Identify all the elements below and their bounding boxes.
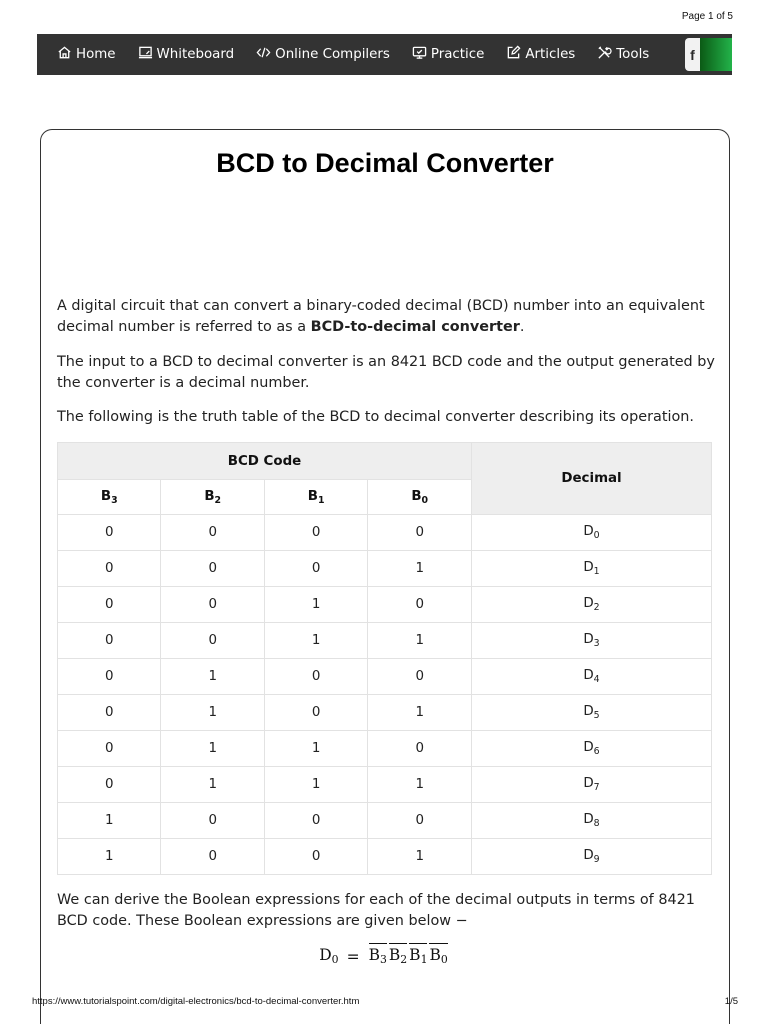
column-header-b2: [161, 480, 264, 515]
home-icon: [57, 45, 76, 64]
nav-item-label: Whiteboard: [156, 47, 235, 62]
bit-cell: 1: [58, 803, 161, 839]
bit-cell: 0: [161, 515, 264, 551]
bit-cell: 0: [264, 551, 367, 587]
decimal-output-label: $D_1$: [583, 560, 600, 577]
intro-paragraph: A digital circuit that can convert a binary-coded decimal (BCD) number into an equivalent decimal number is referred to as a BCD-to-decimal converter.: [57, 298, 705, 335]
decimal-output-label: $D_7$: [583, 776, 600, 793]
column-header-label: $B_0$: [411, 488, 429, 506]
truth-table: [57, 442, 712, 875]
bit-cell: 0: [58, 623, 161, 659]
nav-item-label: Online Compilers: [275, 47, 390, 62]
footer-url: https://www.tutorialspoint.com/digital-electronics/bcd-to-decimal-converter.htm: [32, 996, 360, 1007]
nav-item-label: Home: [76, 47, 116, 62]
nav-item-tools[interactable]: [597, 45, 649, 64]
bit-cell: 0: [264, 803, 367, 839]
bit-cell: 0: [161, 551, 264, 587]
whiteboard-icon: [138, 45, 157, 64]
equation-term: $B_3$: [369, 943, 387, 966]
bit-cell: 0: [161, 803, 264, 839]
table-row: [58, 803, 712, 839]
footer-page-number: 1/5: [724, 996, 738, 1007]
column-header-b3: [58, 480, 161, 515]
bit-cell: 0: [368, 515, 472, 551]
bit-cell: 0: [58, 767, 161, 803]
bit-cell: 1: [161, 767, 264, 803]
decimal-output-cell: [472, 695, 712, 731]
green-banner: [700, 38, 732, 71]
equation-lhs: $D_0$: [319, 946, 339, 966]
bit-cell: 0: [264, 515, 367, 551]
tools-icon: [597, 45, 616, 64]
column-header-label: $B_1$: [307, 488, 325, 506]
bit-cell: 1: [368, 839, 472, 875]
table-row: [58, 731, 712, 767]
bit-cell: 0: [368, 803, 472, 839]
page-title: BCD to Decimal Converter: [216, 148, 554, 178]
decimal-output-cell: [472, 515, 712, 551]
decimal-output-cell: [472, 587, 712, 623]
bit-cell: 0: [161, 839, 264, 875]
bit-cell: 1: [368, 695, 472, 731]
decimal-output-cell: [472, 839, 712, 875]
bit-cell: 0: [161, 623, 264, 659]
column-header-label: $B_2$: [204, 488, 222, 506]
table-row: [58, 587, 712, 623]
bit-cell: 1: [161, 659, 264, 695]
bit-cell: 0: [58, 515, 161, 551]
bit-cell: 1: [264, 767, 367, 803]
nav-item-articles[interactable]: [506, 45, 575, 64]
decimal-output-label: $D_6$: [583, 740, 600, 757]
bit-cell: 0: [264, 839, 367, 875]
decimal-output-cell: [472, 551, 712, 587]
bit-cell: 0: [161, 587, 264, 623]
decimal-output-cell: [472, 803, 712, 839]
bit-cell: 0: [58, 587, 161, 623]
paragraph-truth-table-intro: The following is the truth table of the BCD to decimal converter describing its operation.: [57, 409, 694, 425]
bcd-code-header: BCD Code: [58, 443, 472, 480]
social-link[interactable]: [685, 38, 732, 71]
bit-cell: 0: [58, 695, 161, 731]
table-row: [58, 551, 712, 587]
equation-term: $B_0$: [429, 943, 447, 966]
bit-cell: 1: [368, 551, 472, 587]
practice-icon: [412, 45, 431, 64]
column-header-label: $B_3$: [100, 488, 118, 506]
bit-cell: 1: [368, 767, 472, 803]
nav-item-home[interactable]: [57, 45, 116, 64]
equation-term: $B_1$: [409, 943, 427, 966]
table-row: [58, 659, 712, 695]
boolean-equation: [0, 943, 768, 966]
bit-cell: 0: [368, 731, 472, 767]
table-row: [58, 767, 712, 803]
nav-item-label: Articles: [525, 47, 576, 62]
decimal-header: Decimal: [472, 443, 712, 515]
nav-item-label: Tools: [616, 47, 650, 62]
decimal-output-label: $D_9$: [583, 848, 600, 865]
bit-cell: 1: [264, 587, 367, 623]
nav-item-online-compilers[interactable]: [256, 45, 390, 64]
decimal-output-label: $D_8$: [583, 812, 600, 829]
decimal-output-label: $D_2$: [583, 596, 600, 613]
facebook-icon: f: [685, 38, 700, 71]
equation-term: $B_2$: [389, 943, 407, 966]
bit-cell: 1: [161, 731, 264, 767]
bit-cell: 0: [58, 659, 161, 695]
decimal-output-label: $D_3$: [583, 632, 600, 649]
bit-cell: 0: [58, 731, 161, 767]
bit-cell: 1: [368, 623, 472, 659]
bit-cell: 1: [264, 731, 367, 767]
column-header-b1: [264, 480, 367, 515]
bit-cell: 0: [368, 587, 472, 623]
decimal-output-cell: [472, 767, 712, 803]
decimal-output-label: $D_4$: [583, 668, 600, 685]
bold-term: BCD-to-decimal converter: [310, 319, 520, 335]
paragraph-boolean-intro: We can derive the Boolean expressions for each of the decimal outputs in terms of 8421 BCD code. These Boolean expressions are given below −: [57, 892, 695, 929]
nav-item-label: Practice: [430, 47, 485, 62]
bit-cell: 0: [264, 659, 367, 695]
bit-cell: 0: [264, 695, 367, 731]
decimal-output-cell: [472, 623, 712, 659]
table-row: [58, 515, 712, 551]
decimal-output-cell: [472, 659, 712, 695]
table-row: [58, 839, 712, 875]
bit-cell: 1: [264, 623, 367, 659]
bit-cell: 1: [58, 839, 161, 875]
top-navbar: [37, 34, 732, 75]
edit-icon: [506, 45, 525, 64]
equation-rhs: [368, 946, 449, 964]
page-indicator: Page 1 of 5: [681, 11, 733, 22]
table-row: [58, 695, 712, 731]
truth-table-body: [58, 515, 712, 875]
decimal-output-label: $D_5$: [583, 704, 600, 721]
decimal-output-label: $D_0$: [583, 524, 600, 541]
paragraph-input-output: The input to a BCD to decimal converter is an 8421 BCD code and the output generated by the converter is a decimal number.: [57, 354, 715, 391]
bit-cell: 1: [161, 695, 264, 731]
code-icon: [256, 45, 275, 64]
column-header-b0: [368, 480, 472, 515]
bit-cell: 0: [58, 551, 161, 587]
bit-cell: 0: [368, 659, 472, 695]
equals-sign: =: [346, 948, 360, 966]
table-row: [58, 623, 712, 659]
decimal-output-cell: [472, 731, 712, 767]
nav-item-practice[interactable]: [412, 45, 484, 64]
nav-item-whiteboard[interactable]: [138, 45, 235, 64]
